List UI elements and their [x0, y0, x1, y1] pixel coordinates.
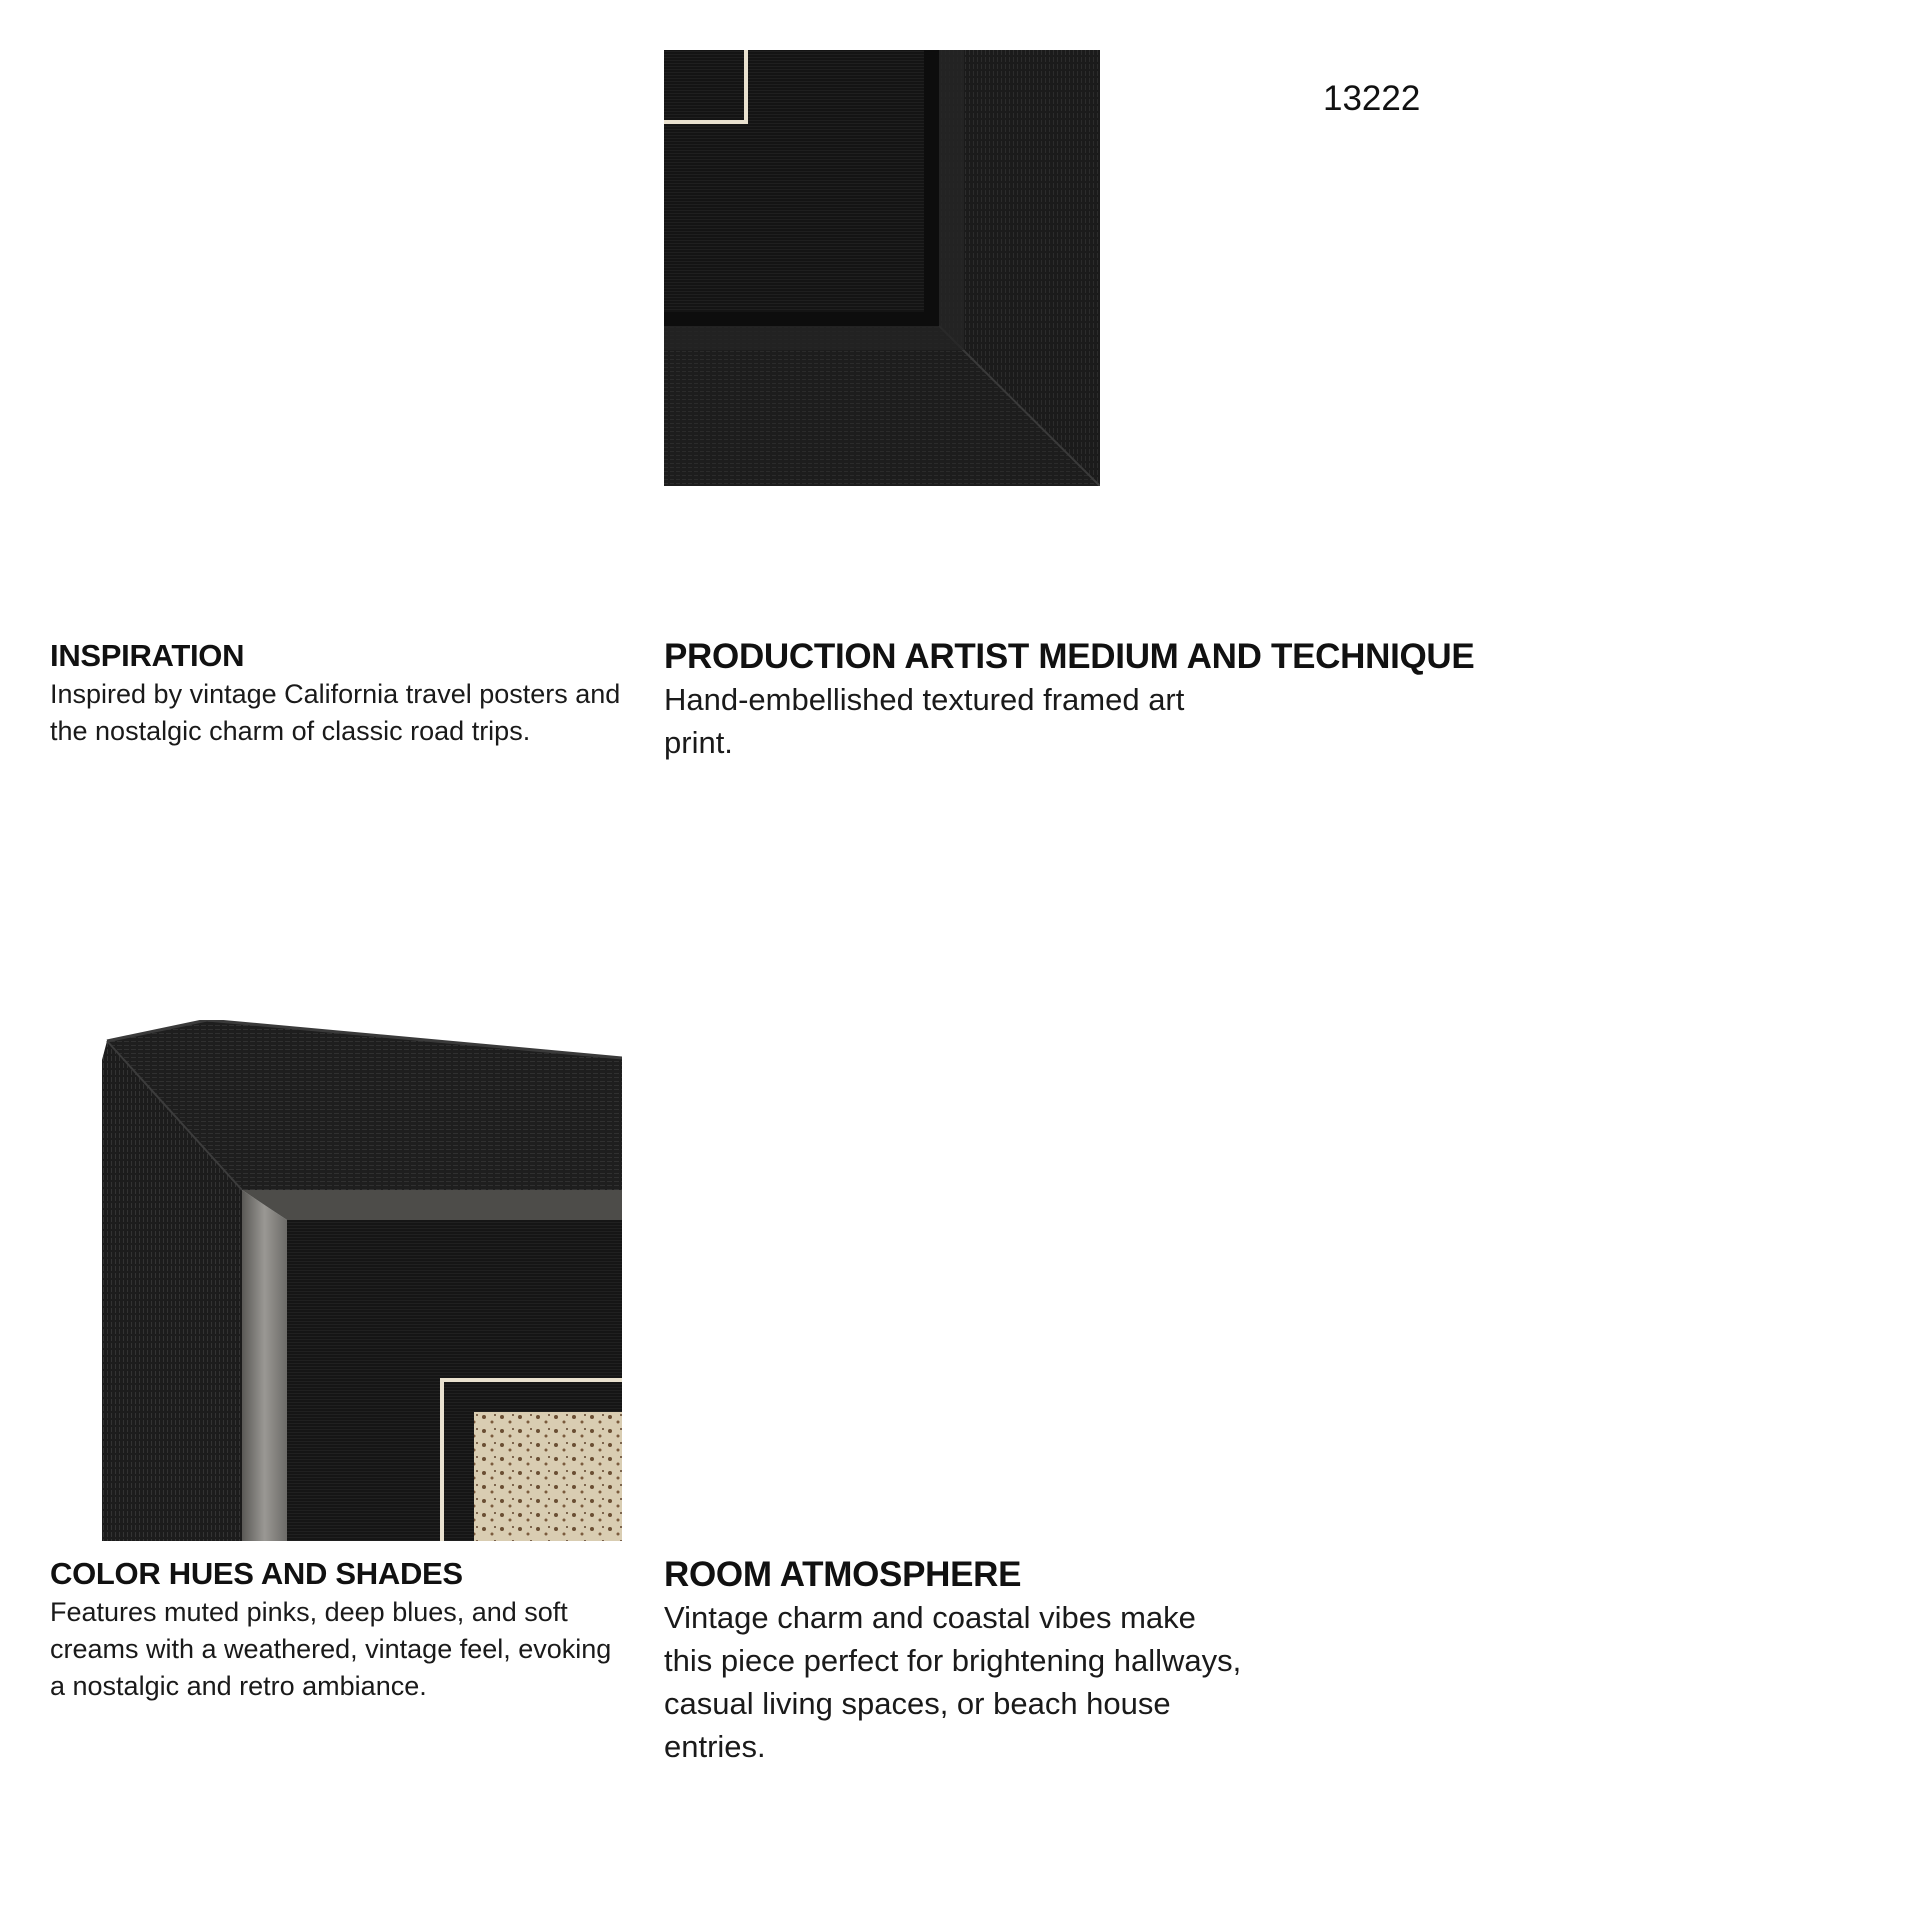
section-title: INSPIRATION [50, 638, 245, 673]
frame-corner-image-bottom [102, 1020, 622, 1541]
product-code: 13222 [1323, 79, 1421, 118]
section-color-hues [50, 1556, 630, 1705]
section-title: ROOM ATMOSPHERE [664, 1555, 1022, 1594]
frame-corner-photo-bottom [102, 1020, 622, 1541]
frame-corner-image-top [664, 50, 1104, 490]
section-inspiration [50, 638, 630, 750]
section-production [664, 636, 1564, 764]
section-room-atmosphere [664, 1554, 1284, 1768]
frame-corner-photo-top [664, 50, 1104, 490]
section-text: Hand-embellished textured framed art print. [664, 682, 1185, 760]
section-text: Inspired by vintage California travel posters and the nostalgic charm of classic road trips. [50, 679, 621, 746]
section-title: PRODUCTION ARTIST MEDIUM AND TECHNIQUE [664, 637, 1475, 676]
section-title: COLOR HUES AND SHADES [50, 1556, 463, 1591]
section-text: Features muted pinks, deep blues, and soft creams with a weathered, vintage feel, evoking a nostalgic and retro ambiance. [50, 1597, 612, 1701]
section-text: Vintage charm and coastal vibes make this piece perfect for brightening hallways, casual living spaces, or beach house entries. [664, 1600, 1242, 1764]
